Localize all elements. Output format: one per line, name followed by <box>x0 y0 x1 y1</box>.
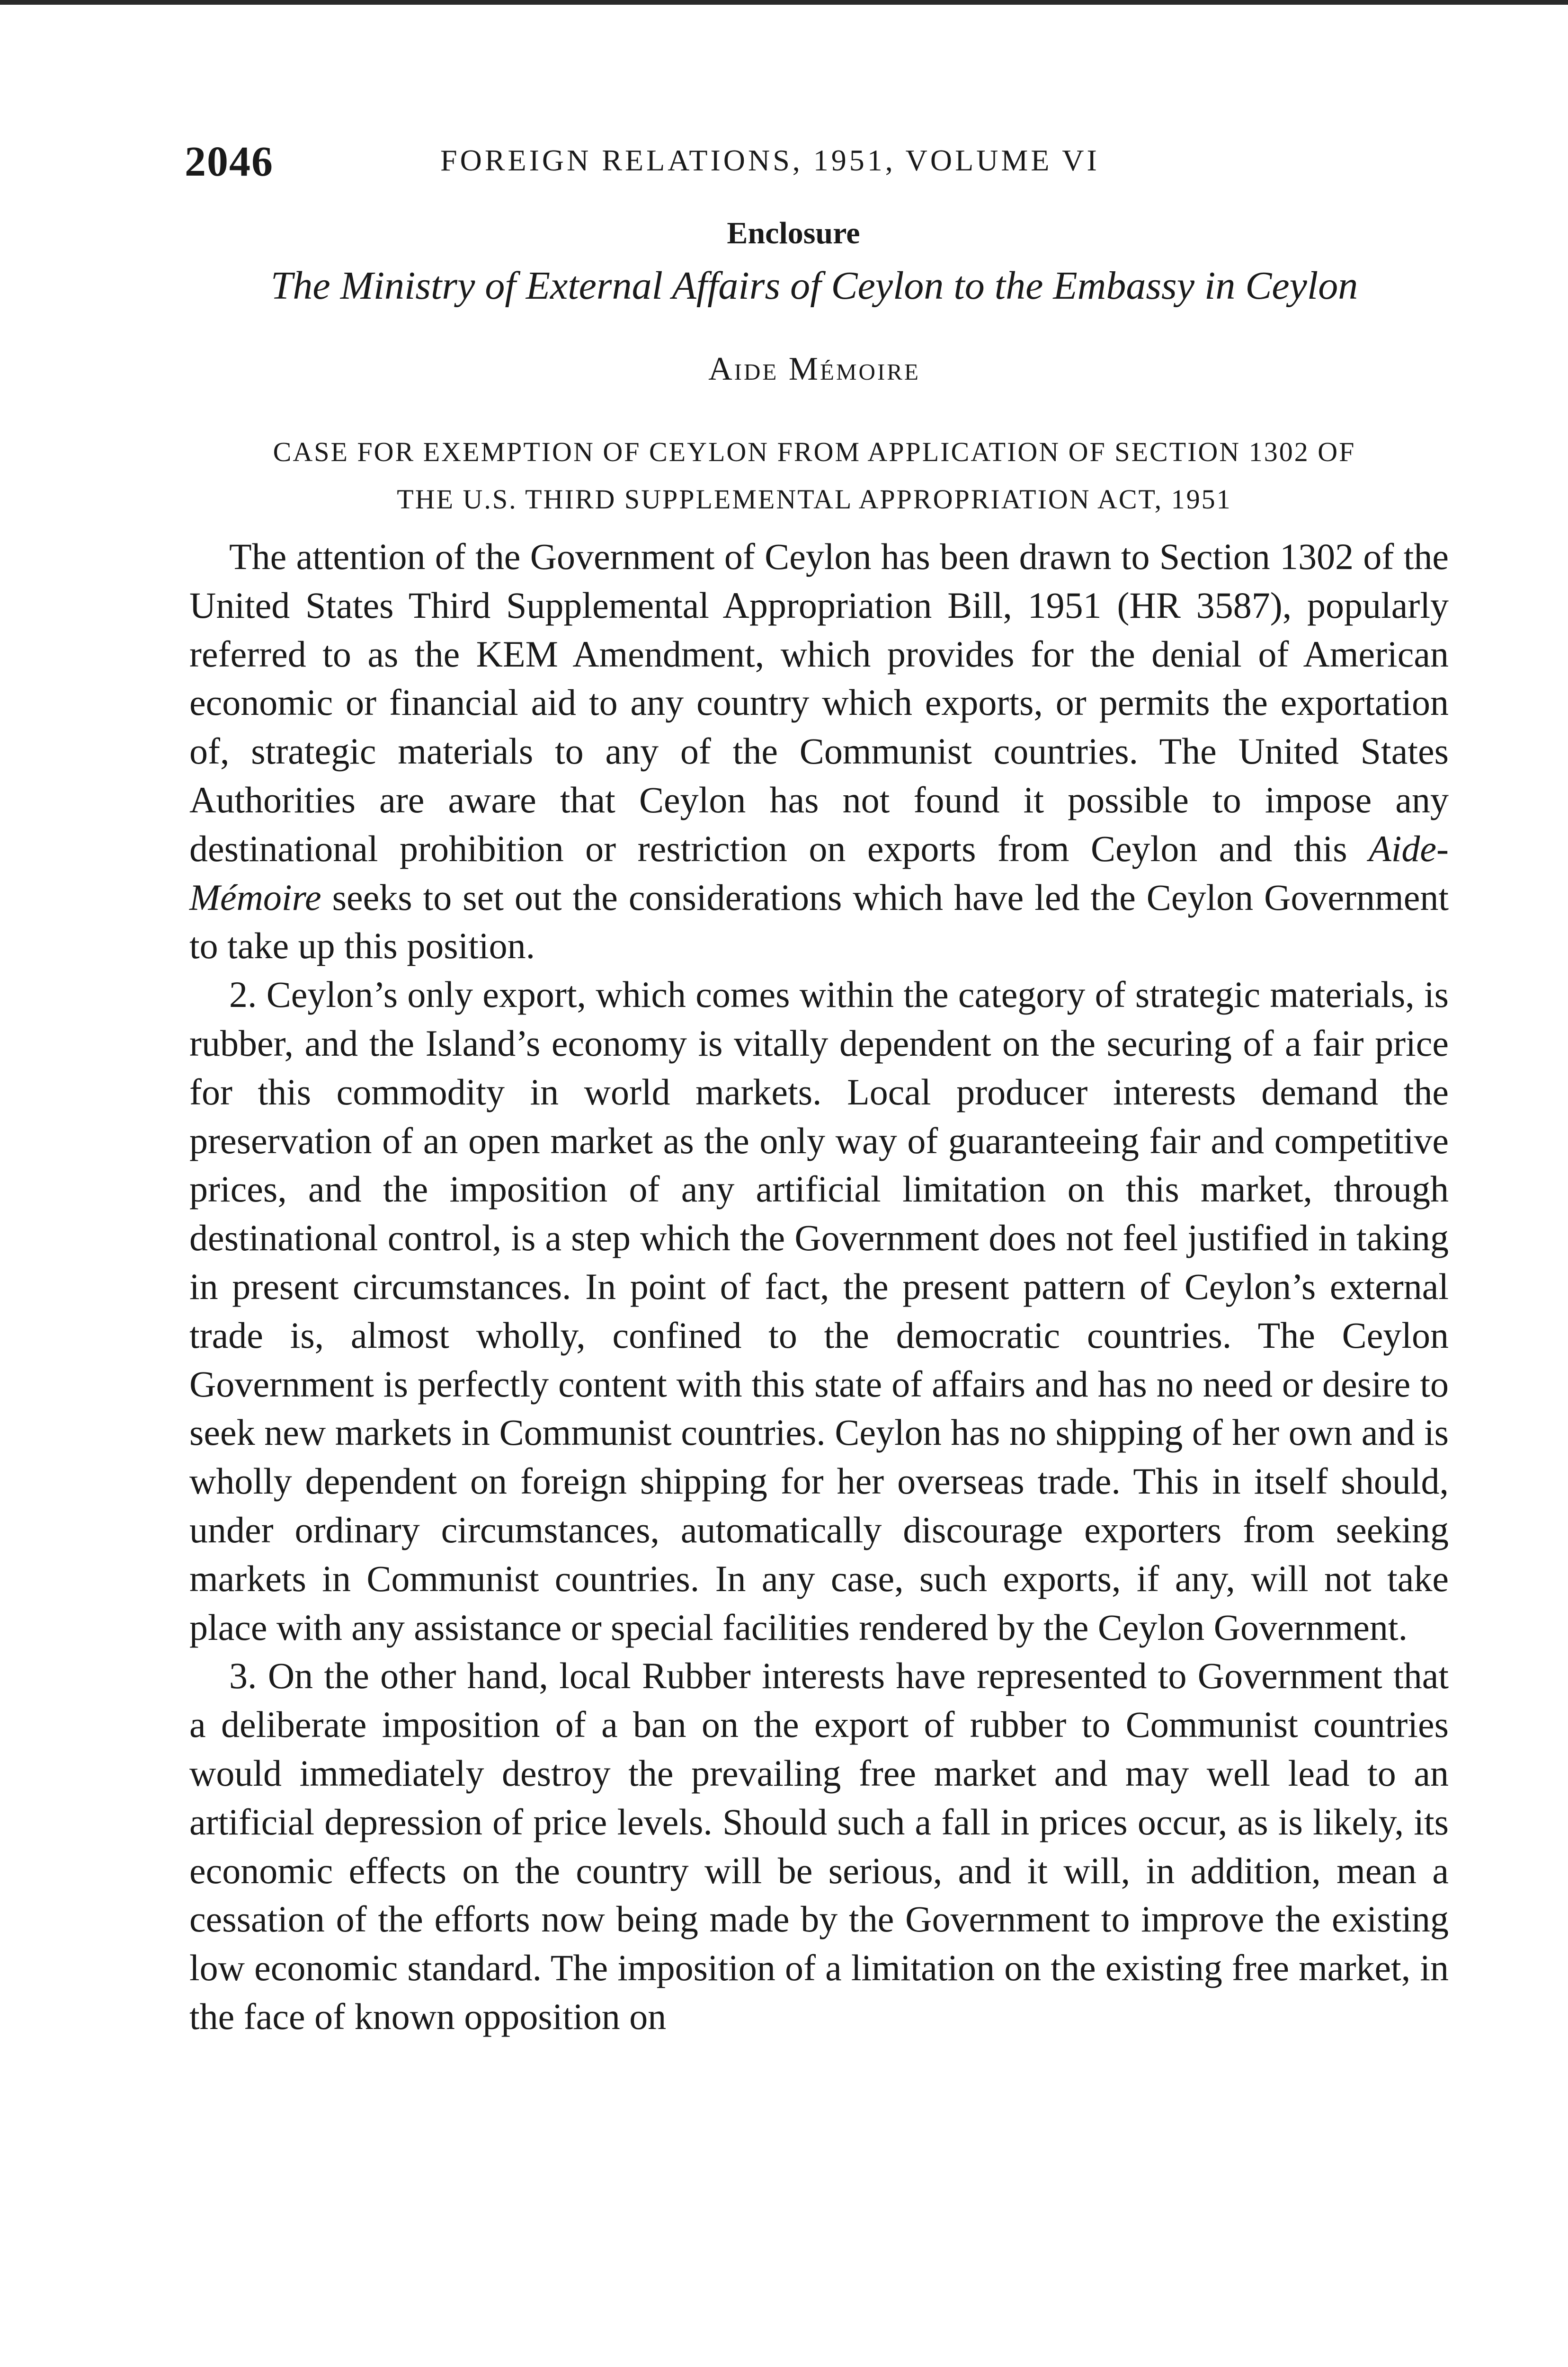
case-title-line-1: CASE FOR EXEMPTION OF CEYLON FROM APPLICATION OF SECTION 1302 OF <box>273 436 1356 467</box>
aide-memoire-title: Aide Mémoire <box>708 351 920 387</box>
running-head <box>185 137 1463 199</box>
paragraph-1-text-b: seeks to set out the considerations which have led the Ceylon Government to take up this position. <box>189 876 1449 967</box>
enclosure-label: Enclosure <box>727 216 860 250</box>
case-title-line-2: THE U.S. THIRD SUPPLEMENTAL APPROPRIATION ACT, 1951 <box>397 484 1232 515</box>
paragraph-1-text-a: The attention of the Government of Ceylon has been drawn to Section 1302 of the United States Third Supplemental Appropriation Bill, 1951 (HR 3587), popularly referred to as the KEM Amendment, which provides for the denial of American economic or financial aid to any country which exports, or permits the exportation of, strategic materials to any of the Communist countries. The United States Authorities are aware that Ceylon has not found it possible to impose any destinational prohibition or restriction on exports from Ceylon and this <box>189 536 1449 869</box>
page-number: 2046 <box>185 138 274 185</box>
paragraph-3: 3. On the other hand, local Rubber interests have represented to Government that a deliberate imposition of a ban on the export of rubber to Communist countries would immediately destroy the prevailing free market and may well lead to an artificial depression of price levels. Should such a fall in prices occur, as is likely, its economic effects on the country will be serious, and it will, in addition, mean a cessation of the efforts now being made by the Government to improve the existing low economic standard. The imposition of a limitation on the existing free market, in the face of known opposition on <box>189 1655 1449 2037</box>
case-title <box>185 428 1444 523</box>
top-edge-rule <box>0 0 1568 5</box>
body-text <box>189 533 1449 2041</box>
document-heading: The Ministry of External Affairs of Ceylon to the Embassy in Ceylon <box>270 264 1358 308</box>
paragraph-1 <box>189 533 1449 970</box>
paragraph-1-italic-term: Aide-Mémoire <box>189 828 1449 918</box>
paragraph-2: 2. Ceylon’s only export, which comes within the category of strategic materials, is rubber, and the Island’s economy is vitally dependent on the securing of a fair price for this commodity in world markets. Local producer interests demand the preservation of an open market as the only way of guaranteeing fair and competitive prices, and the imposition of any artificial limitation on this market, through destinational control, is a step which the Government does not feel justified in taking in present circumstances. In point of fact, the present pattern of Ceylon’s external trade is, almost wholly, confined to the democratic countries. The Ceylon Government is perfectly content with this state of affairs and has no need or desire to seek new markets in Communist countries. Ceylon has no shipping of her own and is wholly dependent on foreign shipping for her overseas trade. This in itself should, under ordinary circumstances, automatically discourage exporters from seeking markets in Communist countries. In any case, such exports, if any, will not take place with any assistance or special facilities rendered by the Ceylon Government. <box>189 974 1449 1648</box>
running-title: FOREIGN RELATIONS, 1951, VOLUME VI <box>440 143 1100 177</box>
